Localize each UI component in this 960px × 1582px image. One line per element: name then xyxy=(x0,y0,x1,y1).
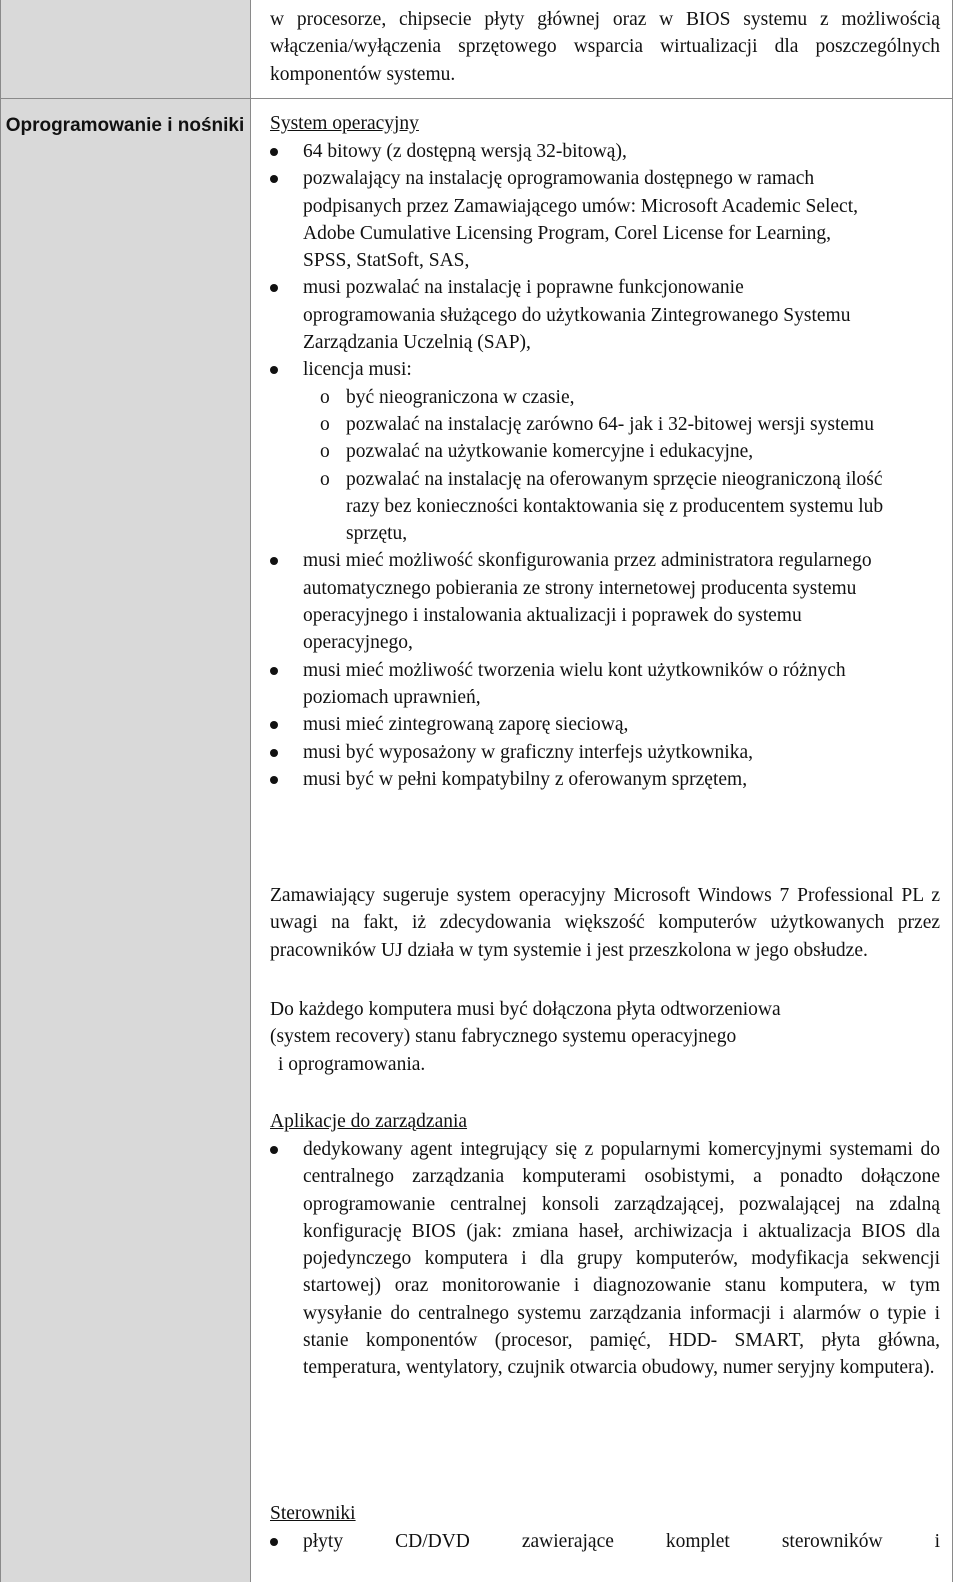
bullet-icon xyxy=(270,148,278,156)
recovery-line: Do każdego komputera musi być dołączona płyta odtworzeniowa xyxy=(270,999,781,1020)
list-item-text: 64 bitowy (z dostępną wersją 32-bitową), xyxy=(303,141,627,162)
bullet-icon xyxy=(270,667,278,675)
label-column xyxy=(0,0,250,1582)
circle-marker: o xyxy=(320,413,330,435)
list-item xyxy=(270,657,910,712)
circle-marker: o xyxy=(320,386,330,408)
license-item-text: być nieograniczona w czasie, xyxy=(346,386,575,408)
license-item xyxy=(270,384,910,411)
list-item xyxy=(270,165,910,274)
list-item-text: musi pozwalać na instalację i poprawne funkcjonowanie oprogramowania służącego do użytkowania Zintegrowanego Systemu Zarządzania Uczelnią (SAP), xyxy=(303,277,851,354)
list-item-text: musi mieć możliwość tworzenia wielu kont użytkowników o różnych poziomach uprawnień, xyxy=(303,659,846,708)
license-item-text: pozwalać na instalację na oferowanym sprzęcie nieograniczoną ilość razy bez konieczności kontaktowania się z producentem systemu lub sprzętu, xyxy=(346,468,884,545)
list-item xyxy=(270,711,910,738)
license-item xyxy=(270,438,910,465)
list-item-text: licencja musi: xyxy=(303,359,412,381)
list-item xyxy=(270,1136,940,1382)
list-item xyxy=(270,356,910,383)
drivers-bullet-list xyxy=(270,1528,940,1555)
circle-marker: o xyxy=(320,468,330,490)
bullet-icon xyxy=(270,284,278,292)
os-heading xyxy=(270,110,940,137)
drivers-heading-text: Sterowniki xyxy=(270,1503,356,1524)
list-item-text: dedykowany agent integrujący się z popularnymi komercyjnymi systemami do centralnego zarządzania komputerami osobistymi, a ponadto dołączone oprogramowanie centralnej konsoli zarządzającej, pozwalającej na zdalną konfigurację BIOS (jak: zmiana haseł, archiwizacja i aktualizacja BIOS dla pojedynczego komputera i dla grupy komputerów, modyfikacja sekwencji startowej) oraz monitorowanie i diagnozowanie stanu komputera, w tym wysyłanie do centralnego systemu zarządzania informacji i alarmów o typie i stanie komponentów (procesor, pamięć, HDD- SMART, płyta główna, temperatura, wentylatory, czujnik otwarcia obudowy, numer seryjny komputera). xyxy=(303,1139,940,1379)
circle-marker: o xyxy=(320,441,330,463)
bullet-icon xyxy=(270,1146,278,1154)
list-item-text: musi mieć możliwość skonfigurowania przez administratora regularnego automatycznego pobierania ze strony internetowej producenta systemu operacyjnego i instalowania aktualizacji i poprawek do systemu operacyjnego, xyxy=(303,550,872,654)
list-item-text: pozwalający na instalację oprogramowania dostępnego w ramach podpisanych przez Zamawiającego umów: Microsoft Academic Select, Adobe Cumulative Licensing Program, Corel License for Learning, SPSS, StatSoft, SAS, xyxy=(303,168,859,272)
apps-heading xyxy=(270,1108,940,1135)
license-item-text: pozwalać na instalację zarówno 64- jak i 32-bitowej wersji systemu xyxy=(346,413,874,435)
bullet-icon xyxy=(270,776,278,784)
list-item-text: płyty CD/DVD zawierające komplet sterowników i xyxy=(303,1531,940,1552)
list-item-text: musi mieć zintegrowaną zaporę sieciową, xyxy=(303,714,629,736)
bullet-icon xyxy=(270,366,278,374)
top-row-text: w procesorze, chipsecie płyty głównej oraz w BIOS systemu z możliwością włączenia/wyłączenia sprzętowego wsparcia wirtualizacji dla poszczególnych komponentów systemu. xyxy=(270,9,940,85)
bullet-icon xyxy=(270,1538,278,1546)
table-border-right xyxy=(952,0,953,1582)
table-border-divider xyxy=(250,0,251,1582)
apps-heading-text: Aplikacje do zarządzania xyxy=(270,1111,468,1132)
table-border-left xyxy=(0,0,1,1582)
bullet-icon xyxy=(270,557,278,565)
list-item xyxy=(270,766,910,793)
row-label: Oprogramowanie i nośniki xyxy=(5,115,245,136)
os-suggestion: Zamawiający sugeruje system operacyjny Microsoft Windows 7 Professional PL z uwagi na fakt, iż zdecydowania większość komputerów użytkowanych przez pracowników UJ działa w tym systemie i jest przeszkolona w jego obsłudze. xyxy=(270,885,940,961)
apps-bullet-list xyxy=(270,1136,940,1382)
list-item xyxy=(270,1528,940,1555)
recovery-line: i oprogramowania. xyxy=(278,1053,426,1075)
license-item xyxy=(270,466,910,548)
bullet-icon xyxy=(270,175,278,183)
os-heading-text: System operacyjny xyxy=(270,113,419,134)
bullet-icon xyxy=(270,721,278,729)
row-separator xyxy=(0,98,953,99)
list-item xyxy=(270,739,910,766)
recovery-note xyxy=(270,996,940,1078)
drivers-heading xyxy=(270,1500,940,1527)
list-item-text: musi być w pełni kompatybilny z oferowanym sprzętem, xyxy=(303,768,748,790)
list-item xyxy=(270,274,910,356)
list-item xyxy=(270,138,910,165)
bullet-icon xyxy=(270,749,278,757)
list-item-text: musi być wyposażony w graficzny interfejs użytkownika, xyxy=(303,741,754,763)
os-bullet-list xyxy=(270,138,910,793)
recovery-line: (system recovery) stanu fabrycznego systemu operacyjnego xyxy=(270,1026,737,1048)
list-item xyxy=(270,547,910,656)
license-item-text: pozwalać na użytkowanie komercyjne i edukacyjne, xyxy=(346,441,754,463)
license-item xyxy=(270,411,910,438)
